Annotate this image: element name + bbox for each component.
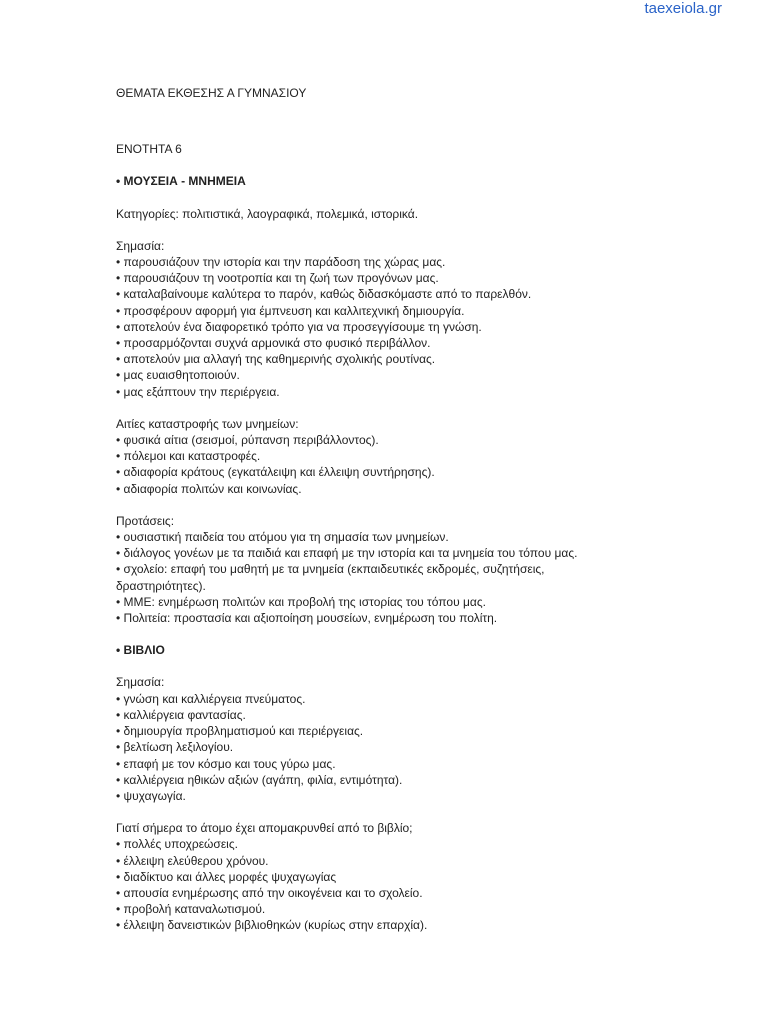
bullet-list [116,254,736,400]
list-item: • Πολιτεία: προστασία και αξιοποίηση μουσείων, ενημέρωση του πολίτη. [116,611,498,626]
list-item: • μας ευαισθητοποιούν. [116,368,240,383]
list-item: • προσφέρουν αφορμή για έμπνευση και καλλιτεχνική δημιουργία. [116,303,465,318]
document-title: ΘΕΜΑΤΑ ΕΚΘΕΣΗΣ Α ΓΥΜΝΑΣΙΟΥ [116,86,307,100]
list-item: • φυσικά αίτια (σεισμοί, ρύπανση περιβάλλοντος). [116,433,379,448]
list-item: • μας εξάπτουν την περιέργεια. [116,384,280,399]
section-heading-book: • ΒΙΒΛΙΟ [116,643,165,658]
list-item: • καλλιέργεια ηθικών αξιών (αγάπη, φιλία, εντιμότητα). [116,772,403,787]
document-body [116,85,736,934]
list-item: • προβολή καταναλωτισμού. [116,902,266,917]
list-item: δραστηριότητες). [116,578,206,593]
bullet-list [116,432,736,497]
list-item: • καλλιέργεια φαντασίας. [116,707,246,722]
site-watermark[interactable]: taexeiola.gr [644,0,722,17]
list-item: • ΜΜΕ: ενημέρωση πολιτών και προβολή της ιστορίας του τόπου μας. [116,594,486,609]
list-item: • δημιουργία προβληματισμού και περιέργειας. [116,724,364,739]
list-item: • ουσιαστική παιδεία του ατόμου για τη σημασία των μνημείων. [116,530,449,545]
list-item: • αποτελούν μια αλλαγή της καθημερινής σχολικής ρουτίνας. [116,352,436,367]
list-item: • έλλειψη δανειστικών βιβλιοθηκών (κυρίως στην επαρχία). [116,918,428,933]
list-item: • παρουσιάζουν την ιστορία και την παράδοση της χώρας μας. [116,255,446,270]
list-item: • αδιαφορία πολιτών και κοινωνίας. [116,481,302,496]
list-item: • διάλογος γονέων με τα παιδιά και επαφή με την ιστορία και τα μνημεία του τόπου μας. [116,546,578,561]
list-item: • απουσία ενημέρωσης από την οικογένεια και το σχολείο. [116,885,423,900]
bullet-list [116,691,736,804]
list-item: • καταλαβαίνουμε καλύτερα το παρόν, καθώς διδασκόμαστε από το παρελθόν. [116,287,532,302]
list-item: • παρουσιάζουν τη νοοτροπία και τη ζωή των προγόνων μας. [116,271,439,286]
bullet-list [116,529,736,626]
block-title: Σημασία: [116,238,165,253]
categories-line: Κατηγορίες: πολιτιστικά, λαογραφικά, πολεμικά, ιστορικά. [116,206,419,221]
block-title: Αιτίες καταστροφής των μνημείων: [116,416,299,431]
list-item: • ψυχαγωγία. [116,788,186,803]
section-heading-museums: • ΜΟΥΣΕΙΑ - ΜΝΗΜΕΙΑ [116,174,246,189]
block-title: Σημασία: [116,675,165,690]
list-item: • γνώση και καλλιέργεια πνεύματος. [116,691,306,706]
list-item: • έλλειψη ελεύθερου χρόνου. [116,853,269,868]
list-item: • επαφή με τον κόσμο και τους γύρω μας. [116,756,336,771]
block-title: Γιατί σήμερα το άτομο έχει απομακρυνθεί από το βιβλίο; [116,821,413,836]
list-item: • προσαρμόζονται συχνά αρμονικά στο φυσικό περιβάλλον. [116,336,431,351]
list-item: • αποτελούν ένα διαφορετικό τρόπο για να προσεγγίσουμε τη γνώση. [116,319,482,334]
list-item: • πολλές υποχρεώσεις. [116,837,238,852]
list-item: • διαδίκτυο και άλλες μορφές ψυχαγωγίας [116,869,337,884]
list-item: • σχολείο: επαφή του μαθητή με τα μνημεία (εκπαιδευτικές εκδρομές, συζητήσεις, [116,562,545,577]
unit-label: ΕΝΟΤΗΤΑ 6 [116,142,182,157]
block-title: Προτάσεις: [116,513,175,528]
list-item: • πόλεμοι και καταστροφές. [116,449,261,464]
bullet-list [116,836,736,933]
list-item: • βελτίωση λεξιλογίου. [116,740,234,755]
list-item: • αδιαφορία κράτους (εγκατάλειψη και έλλειψη συντήρησης). [116,465,435,480]
